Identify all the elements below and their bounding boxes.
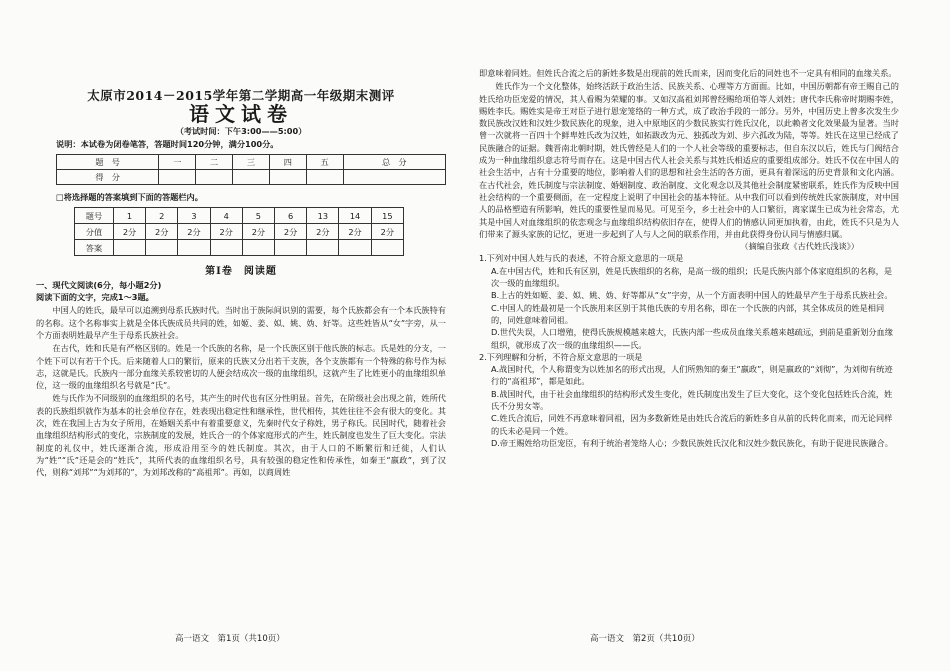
answer-cell: 14 bbox=[339, 208, 371, 224]
right-page bbox=[479, 66, 899, 449]
score-cell: 得 分 bbox=[57, 170, 159, 185]
table-row bbox=[57, 170, 446, 185]
page-footer: 高一语文 第2页（共10页） bbox=[590, 634, 700, 644]
score-cell bbox=[159, 170, 196, 185]
answer-cell: 答案 bbox=[75, 240, 114, 256]
question-1-option-d: D.世代失误，人口增殖，使得氏族规模越来越大，氏族内部一些成员血缘关系越来越疏远，到前是重新划分血缘组织，就形成了次一级的血缘组织——氏。 bbox=[491, 327, 893, 350]
score-cell bbox=[306, 170, 343, 185]
answer-input-cell[interactable] bbox=[210, 240, 242, 256]
answer-note: □将选择题的答案填到下面的答题栏内。 bbox=[56, 192, 203, 203]
question-1-option-b: B.上古的姓如姬、姜、姒、姚、妫、好等都从“女”字旁，从一个方面表明中国人的姓最早产生于母系氏族社会。 bbox=[491, 290, 893, 301]
score-table bbox=[56, 154, 446, 185]
answer-input-cell[interactable] bbox=[146, 240, 178, 256]
score-cell: 五 bbox=[306, 155, 343, 170]
answer-cell: 4 bbox=[210, 208, 242, 224]
table-row bbox=[75, 224, 404, 240]
answer-cell: 15 bbox=[371, 208, 403, 224]
answer-cell: 13 bbox=[307, 208, 339, 224]
score-cell bbox=[343, 170, 445, 185]
question-2-option-d: D.帝王赐姓给功臣宠臣，有利于统治者笼络人心；少数民族姓氏汉化和汉姓少数民族化，有助于促进民族融合。 bbox=[491, 437, 893, 448]
passage-paragraph: 中国人的姓氏，最早可以追溯到母系氏族时代。当时出于族际间识别的需要，每个氏族都会有一个本氏族特有的名称。这个名称事实上就是全体氏族成员共同的姓，如姬、姜、姒、姚、妫、好等。这些姓皆从“女”字旁，从一个方面表明姓最早产生于母系氏族社会。 bbox=[36, 305, 446, 340]
passage-source: （摘编自张政《古代姓氏浅谈》） bbox=[740, 241, 859, 252]
score-cell: 一 bbox=[159, 155, 196, 170]
score-cell bbox=[196, 170, 233, 185]
table-row bbox=[57, 155, 446, 170]
passage-paragraph: 即意味着同姓。但姓氏合流之后的新姓多数是出现前的姓氏而来，因而变化后的同姓也不一定具有相同的血缘关系。 bbox=[479, 68, 897, 78]
answer-table bbox=[74, 207, 404, 256]
subject-title: 语文试卷 bbox=[189, 102, 293, 127]
question-subheading: 阅读下面的文字，完成1～3题。 bbox=[36, 292, 154, 303]
score-cell: 题 号 bbox=[57, 155, 159, 170]
score-cell bbox=[233, 170, 270, 185]
score-cell: 总 分 bbox=[343, 155, 445, 170]
answer-input-cell[interactable] bbox=[178, 240, 210, 256]
question-heading: 一、现代文阅读(6分，每小题2分) bbox=[36, 279, 162, 290]
answer-input-cell[interactable] bbox=[339, 240, 371, 256]
table-row bbox=[75, 240, 404, 256]
question-1-option-c: C.中国人的姓最初是一个氏族用来区别于其他氏族的专用名称，即在一个氏族的内部，其全体成员的姓是相同的，同姓意味着同祖。 bbox=[491, 302, 885, 325]
answer-cell: 题号 bbox=[75, 208, 114, 224]
answer-cell: 2分 bbox=[371, 224, 403, 240]
answer-cell: 1 bbox=[113, 208, 145, 224]
answer-cell: 2分 bbox=[178, 224, 210, 240]
answer-cell: 2分 bbox=[113, 224, 145, 240]
answer-cell: 2分 bbox=[307, 224, 339, 240]
passage-paragraph: 在古代，姓和氏是有严格区别的。姓是一个氏族的名称，是一个氏族区别于他氏族的标志。氏是姓的分支，一个姓下可以有若干个氏。后来随着人口的繁衍，原来的氏族又分出若干支族，各个支族都有一个特殊的称号作为标志，这就是氏。氏族内一部分血缘关系较密切的人便会结成次一级的血缘组织，这就产生了比姓更小的血缘组织单位，这一级的血缘组织名号就是“氏”。 bbox=[36, 343, 446, 391]
page-footer: 高一语文 第1页（共10页） bbox=[175, 634, 285, 644]
instructions: 说明：本试卷为闭卷笔答，答题时间120分钟，满分100分。 bbox=[56, 138, 279, 149]
answer-cell: 6 bbox=[275, 208, 307, 224]
exam-time: （考试时间：下午3:00——5:00） bbox=[175, 125, 307, 136]
answer-input-cell[interactable] bbox=[307, 240, 339, 256]
score-cell: 三 bbox=[233, 155, 270, 170]
question-2-option-b: B.战国时代，由于社会血缘组织的结构形式发生变化，姓氏制度出发生了巨大变化，这个变化包括姓氏合流，姓氏不分男女等。 bbox=[491, 388, 893, 412]
table-row bbox=[75, 208, 404, 224]
question-2: 2.下列理解和分析，不符合原文意思的一项是 bbox=[479, 351, 643, 362]
answer-cell: 2分 bbox=[242, 224, 274, 240]
answer-cell: 2分 bbox=[146, 224, 178, 240]
exam-title: 太原市2014－2015学年第二学期高一年级期末测评 bbox=[87, 88, 395, 103]
answer-input-cell[interactable] bbox=[242, 240, 274, 256]
answer-input-cell[interactable] bbox=[371, 240, 403, 256]
answer-cell: 2分 bbox=[275, 224, 307, 240]
question-2-option-a: A.战国时代，个人称谓变为以姓加名的形式出现，人们所熟知的秦王“嬴政”，则是嬴政的“刘彻”，为刘彻有统迹行的“高祖邦”，都是如此。 bbox=[491, 364, 893, 387]
answer-cell: 2 bbox=[146, 208, 178, 224]
question-2-option-c: C.姓氏合流后，同姓不再意味着同祖，因为多数新姓是由姓氏合流后的新姓多自从前的氏转化而来，而无论同样的氏未必是同一个姓。 bbox=[491, 413, 893, 436]
answer-cell: 5 bbox=[242, 208, 274, 224]
answer-cell: 分值 bbox=[75, 224, 114, 240]
left-page bbox=[36, 58, 446, 479]
answer-cell: 2分 bbox=[339, 224, 371, 240]
question-1: 1.下列对中国人姓与氏的表述，不符合原文意思的一项是 bbox=[479, 253, 684, 264]
answer-cell: 2分 bbox=[210, 224, 242, 240]
answer-input-cell[interactable] bbox=[113, 240, 145, 256]
score-cell bbox=[269, 170, 306, 185]
score-cell: 四 bbox=[269, 155, 306, 170]
answer-input-cell[interactable] bbox=[275, 240, 307, 256]
section-title: 第Ⅰ卷 阅读题 bbox=[205, 266, 277, 278]
passage-paragraph: 姓与氏作为不同级别的血缘组织的名号，其产生的时代也有区分性明显。首先，在阶级社会出现之前，姓所代表的氏族组织就作为基本的社会单位存在，姓表现出稳定性和继承性，世代相传，其姓往往不会有很大的变化。其次，姓在我国上古为女子所用，在婚姻关系中有着重要意义，先秦时代女子称姓，男子称氏。民国时代，随着社会血缘组织结构形式的变化，宗族制度的发展，姓氏合一的个体家庭形式的产生，姓氏制度也发生了巨大变化。宗法制度的礼仪中，姓氏逐渐合流，形成沿用至今的姓氏制度。其次，由于人口的不断繁衍和迁徙，人们认为“姓”“氏”还是会的“姓氏”，其所代表的血缘组织名号，具有较强的稳定性和传承性，如秦王“嬴政”，到了汉代，则称“刘邦”“为刘邦的”，为刘邦改称的“高祖邦”。再如，以商周姓 bbox=[36, 393, 446, 478]
passage-paragraph: 姓氏作为一个文化整体，始终活跃于政治生活、民族关系、心理等方方面面。比如，中国历朝都有帝王赐自己的姓氏给功臣宠爱的情况，其人看赐为荣耀的事。又如汉高祖刘邦曾经赐给项伯等人刘姓；唐代李氏称帝时期赐李姓，赐姓李氏。赐姓实是帝王对臣子进行恩宠笼络的一种方式，成了政治手段的一部分。另外，中国历史上曾多次发生少数民族改汉姓和汉姓少数民族化的现象，进入中原地区的少数民族实行姓氏汉化，以此赖者文化效果最为显著。当时曾一次就将一百四十个鲜卑姓氏改为汉姓，如拓跋改为元、独孤改为刘、步六孤改为陆，等等。姓氏在这里已经成了民族融合的证据。魏晋南北朝时期，姓氏曾经是人们的一个人社会等级的重要标志，但自东汉以后，姓氏与门阀结合成为一种血缘组织意志符号而存在。这是中国古代人社会关系与其姓氏相适应的重要组成部分。姓氏不仅在中国人的社会生活中，占有十分重要的地位，影响着人们的思想和社会生活的各方面，更具有着深远的历史背景和文化内涵。在古代社会，姓氏制度与宗法制度、婚姻制度、政治制度、文化观念以及其他社会制度紧密联系，姓氏作为反映中国社会结构的一个重要侧面，在一定程度上说明了中国社会的基本特征。从中我们可以看到传统姓氏家族制度，对中国人的品格塑造有所影响，姓氏的重要性显而易见。可见至今，乡土社会中的人口繁衍，离家谋生已成为社会常态，尤其是中国人对血缘组织的依恋观念与血缘组织结构依旧存在，使得人们的情感认同更加执着，由此，姓氏不只是为人们带来了源头家族的记忆，更进一步起到了人与人之间的联系作用，并由此获得身份认同与情感归属。 bbox=[479, 81, 899, 239]
answer-cell: 3 bbox=[178, 208, 210, 224]
question-1-option-a: A.在中国古代，姓和氏有区别，姓是氏族组织的名称，是高一级的组织；氏是氏族内部个体家庭组织的名称，是次一级的血缘组织。 bbox=[491, 265, 893, 289]
score-cell: 二 bbox=[196, 155, 233, 170]
